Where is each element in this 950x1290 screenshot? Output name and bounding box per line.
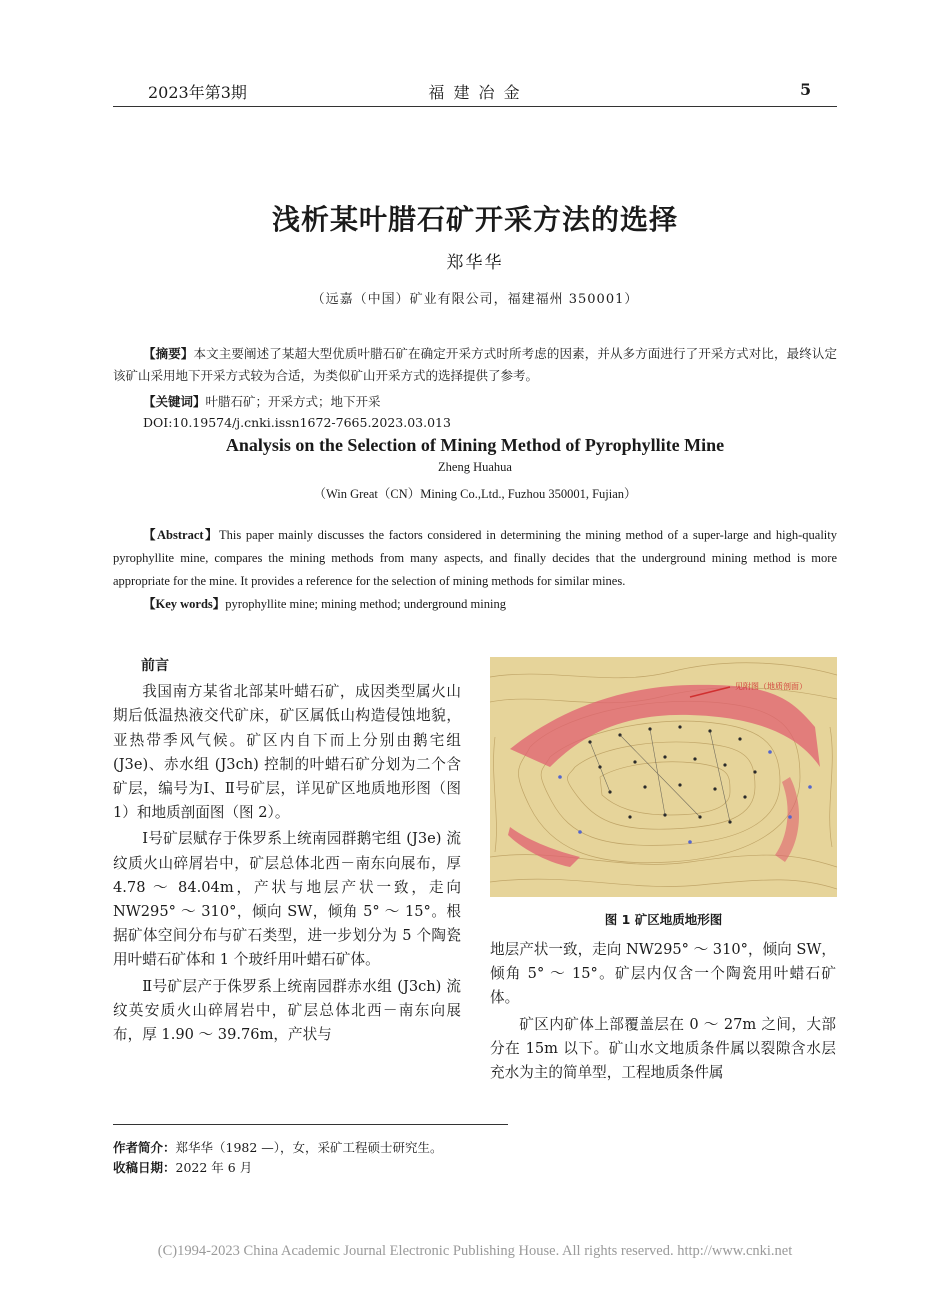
footnote-date-text: 2022 年 6 月	[175, 1160, 253, 1175]
abstract-en-text: This paper mainly discusses the factors considered in determining the mining method of a super-large and high-quality pyrophyllite mine, compares the mining methods from many aspects, and finally decides that the underground mining method is more appropriate for the mine. It provides a reference for the selection of mining methods for similar mines.	[113, 528, 838, 588]
keywords-cn	[113, 391, 837, 413]
english-affiliation: （Win Great（CN）Mining Co.,Ltd., Fuzhou 350001, Fujian）	[313, 487, 637, 501]
footnote-author-text: 郑华华（1982 —），女，采矿工程硕士研究生。	[175, 1140, 443, 1155]
abstract-en	[113, 524, 837, 593]
abstract-en-label: 【Abstract】	[143, 528, 220, 542]
body-paragraph: 地层产状一致，走向 NW295° ～ 310°，倾向 SW，倾角 5° ～ 15°。矿层内仅含一个陶瓷用叶蜡石矿体。	[490, 941, 836, 1007]
body-left-column	[113, 654, 461, 1049]
body-right-column	[490, 938, 836, 1087]
footnote-date-label: 收稿日期：	[113, 1160, 176, 1175]
abstract-cn-label: 【摘要】	[143, 346, 194, 361]
keywords-cn-text: 叶腊石矿；开采方式；地下开采	[205, 394, 381, 409]
abstract-cn-text: 本文主要阐述了某超大型优质叶腊石矿在确定开采方式时所考虑的因素，并从多方面进行了开采方式对比，最终认定该矿山采用地下开采方式较为合适，为类似矿山开采方式的选择提供了参考。	[113, 346, 837, 383]
geological-map-figure	[490, 657, 837, 897]
footnote-received	[113, 1158, 252, 1176]
body-paragraph: 矿区内矿体上部覆盖层在 0 ～ 27m 之间，大部分在 15m 以下。矿山水文地质条件属以裂隙含水层充水为主的简单型，工程地质条件属	[490, 1015, 836, 1082]
author-name: 郑华华	[446, 253, 504, 273]
english-author: Zheng Huahua	[438, 460, 512, 474]
section-heading: 前言	[141, 658, 169, 674]
map-annotation-label: 见附图（地质剖面）	[735, 682, 807, 691]
geological-map	[490, 657, 837, 897]
body-paragraph: Ⅱ号矿层产于侏罗系上统南园群赤水组 (J3ch) 流纹英安质火山碎屑岩中，矿层总体北西－南东向展布，厚 1.90 ～ 39.76m，产状与	[113, 977, 461, 1044]
journal-name: 福 建 冶 金	[428, 83, 522, 102]
doi: DOI:10.19574/j.cnki.issn1672-7665.2023.03.013	[143, 415, 451, 430]
footnote-author-label: 作者简介：	[113, 1140, 176, 1155]
journal-issue: 2023年第3期	[148, 83, 247, 102]
page-number: 5	[800, 80, 812, 99]
keywords-en	[143, 594, 506, 612]
footnote-author	[113, 1138, 443, 1156]
figure-caption: 图 1 矿区地质地形图	[604, 912, 723, 927]
keywords-en-label: 【Key words】	[143, 597, 226, 611]
keywords-cn-label: 【关键词】	[143, 394, 206, 409]
header-rule	[113, 106, 837, 107]
body-paragraph: Ⅰ号矿层赋存于侏罗系上统南园群鹅宅组 (J3e) 流纹质火山碎屑岩中，矿层总体北西－南东向展布，厚 4.78 ～ 84.04m，产状与地层产状一致，走向 NW295° ～ 310°，倾向 SW，倾角 5° ～ 15°。根据矿体空间分布与矿石类型，进一步划分为 5 个陶瓷用叶蜡石矿体和 1 个玻纤用叶蜡石矿体。	[113, 830, 461, 969]
article-title: 浅析某叶腊石矿开采方法的选择	[271, 203, 678, 236]
abstract-cn	[113, 343, 837, 387]
copyright-notice: (C)1994-2023 China Academic Journal Electronic Publishing House. All rights reserved. http://www.cnki.net	[157, 1243, 793, 1259]
body-paragraph: 我国南方某省北部某叶蜡石矿，成因类型属火山期后低温热液交代矿床，矿区属低山构造侵蚀地貌，亚热带季风气候。矿区内自下而上分别由鹅宅组 (J3e)、赤水组 (J3ch) 控制的叶蜡石矿分划为二个含矿层，编号为Ⅰ、Ⅱ号矿层，详见矿区地质地形图（图 1）和地质剖面图（图 2）。	[113, 683, 461, 822]
footnote-rule	[113, 1124, 508, 1125]
keywords-en-text: pyrophyllite mine; mining method; underground mining	[225, 597, 506, 611]
english-title: Analysis on the Selection of Mining Method of Pyrophyllite Mine	[225, 435, 725, 455]
author-affiliation: （远嘉（中国）矿业有限公司，福建福州 350001）	[311, 292, 639, 307]
